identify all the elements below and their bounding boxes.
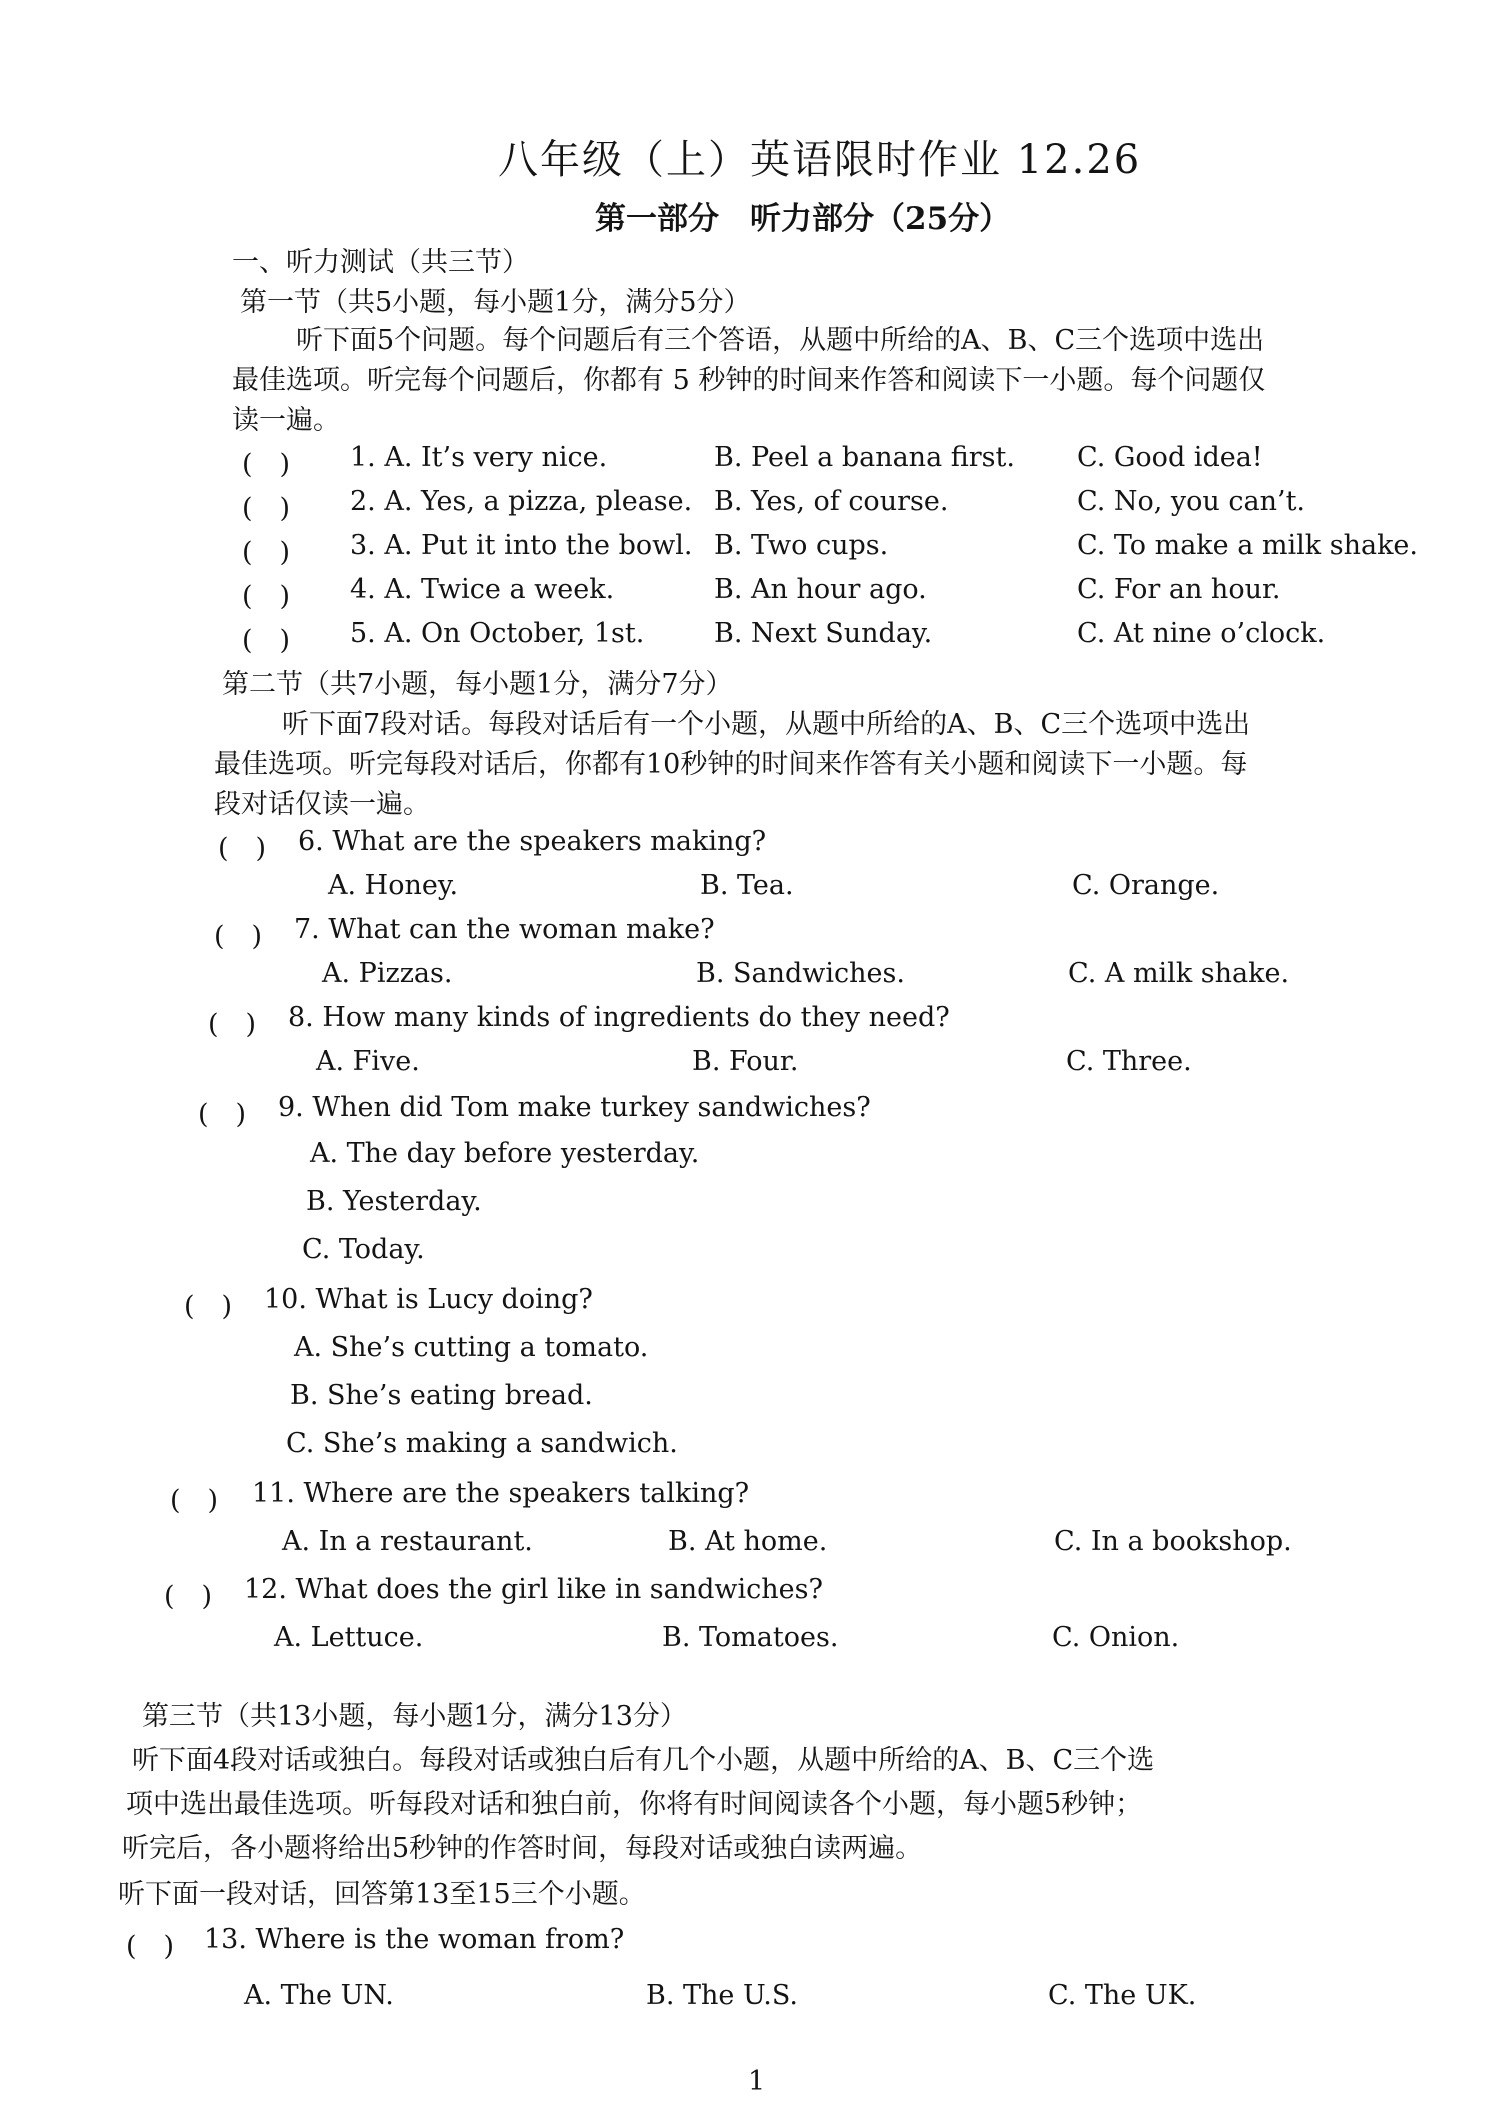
answer-bracket[interactable]: ( ) [218, 833, 267, 864]
option-c: C. To make a milk shake. [1077, 530, 1418, 561]
option-b: B. Tomatoes. [662, 1622, 839, 1653]
option-b: B. Tea. [700, 870, 794, 901]
option-b: B. Next Sunday. [714, 618, 933, 649]
option-c: C. Onion. [1052, 1622, 1180, 1653]
option-a: A. Five. [316, 1046, 420, 1077]
option-a: 1. A. It’s very nice. [350, 442, 608, 473]
option-a: A. In a restaurant. [282, 1526, 533, 1557]
option-c: C. In a bookshop. [1054, 1526, 1292, 1557]
page-number: 1 [748, 2066, 766, 2097]
option-a: 3. A. Put it into the bowl. [350, 530, 693, 561]
option-b: B. Yesterday. [306, 1186, 482, 1217]
answer-bracket[interactable]: ( ) [242, 537, 291, 568]
section2-instruction-line: 段对话仅读一遍。 [214, 789, 430, 820]
answer-bracket[interactable]: ( ) [242, 493, 291, 524]
option-a: A. Pizzas. [322, 958, 453, 989]
question-text: 10. What is Lucy doing? [264, 1284, 593, 1315]
section2-heading: 第二节（共7小题，每小题1分，满分7分） [222, 669, 733, 700]
option-b: B. Four. [692, 1046, 799, 1077]
option-b: B. Sandwiches. [696, 958, 905, 989]
part-subtitle: 第一部分 听力部分（25分） [595, 201, 1011, 237]
question-text: 13. Where is the woman from? [204, 1924, 625, 1955]
option-c: C. She’s making a sandwich. [286, 1428, 678, 1459]
page-title: 八年级（上）英语限时作业 12.26 [498, 137, 1142, 183]
answer-bracket[interactable]: ( ) [242, 449, 291, 480]
section1-instruction-line: 最佳选项。听完每个问题后，你都有 5 秒钟的时间来作答和阅读下一小题。每个问题仅 [232, 365, 1266, 396]
question-text: 11. Where are the speakers talking? [252, 1478, 750, 1509]
question-text: 12. What does the girl like in sandwiches? [244, 1574, 823, 1605]
section2-instruction-line: 听下面7段对话。每段对话后有一个小题，从题中所给的A、B、C三个选项中选出 [282, 709, 1251, 740]
question-text: 9. When did Tom make turkey sandwiches? [278, 1092, 871, 1123]
option-b: B. The U.S. [646, 1980, 798, 2011]
section1-instruction-line: 读一遍。 [232, 405, 340, 436]
section1-heading: 第一节（共5小题，每小题1分，满分5分） [240, 287, 751, 318]
option-a: 2. A. Yes, a pizza, please. [350, 486, 693, 517]
option-c: C. The UK. [1048, 1980, 1197, 2011]
section3-lead: 听下面一段对话，回答第13至15三个小题。 [118, 1879, 646, 1910]
option-b: B. An hour ago. [714, 574, 927, 605]
answer-bracket[interactable]: ( ) [242, 625, 291, 656]
option-b: B. She’s eating bread. [290, 1380, 593, 1411]
question-text: 6. What are the speakers making? [298, 826, 767, 857]
answer-bracket[interactable]: ( ) [242, 581, 291, 612]
part-heading: 一、听力测试（共三节） [232, 247, 529, 278]
section3-instruction-line: 听下面4段对话或独白。每段对话或独白后有几个小题，从题中所给的A、B、C三个选 [132, 1745, 1155, 1776]
section3-instruction-line: 听完后，各小题将给出5秒钟的作答时间，每段对话或独白读两遍。 [122, 1833, 923, 1864]
section1-instruction-line: 听下面5个问题。每个问题后有三个答语，从题中所给的A、B、C三个选项中选出 [296, 325, 1265, 356]
answer-bracket[interactable]: ( ) [208, 1009, 257, 1040]
option-a: A. She’s cutting a tomato. [294, 1332, 649, 1363]
option-a: A. The day before yesterday. [310, 1138, 700, 1169]
option-c: C. No, you can’t. [1077, 486, 1306, 517]
option-c: C. A milk shake. [1068, 958, 1290, 989]
option-a: A. Honey. [328, 870, 459, 901]
option-b: B. Peel a banana first. [714, 442, 1015, 473]
section3-instruction-line: 项中选出最佳选项。听每段对话和独白前，你将有时间阅读各个小题，每小题5秒钟； [126, 1789, 1143, 1820]
option-a: A. The UN. [244, 1980, 394, 2011]
answer-bracket[interactable]: ( ) [126, 1931, 175, 1962]
section2-instruction-line: 最佳选项。听完每段对话后，你都有10秒钟的时间来作答有关小题和阅读下一小题。每 [214, 749, 1248, 780]
option-a: A. Lettuce. [274, 1622, 424, 1653]
answer-bracket[interactable]: ( ) [214, 921, 263, 952]
answer-bracket[interactable]: ( ) [184, 1291, 233, 1322]
option-c: C. At nine o’clock. [1077, 618, 1326, 649]
option-c: C. Good idea! [1077, 442, 1263, 473]
section3-heading: 第三节（共13小题，每小题1分，满分13分） [142, 1701, 687, 1732]
answer-bracket[interactable]: ( ) [164, 1581, 213, 1612]
option-b: B. Two cups. [714, 530, 889, 561]
answer-bracket[interactable]: ( ) [198, 1099, 247, 1130]
question-text: 8. How many kinds of ingredients do they need? [288, 1002, 950, 1033]
option-c: C. Today. [302, 1234, 425, 1265]
option-b: B. At home. [668, 1526, 828, 1557]
option-b: B. Yes, of course. [714, 486, 949, 517]
option-c: C. Orange. [1072, 870, 1220, 901]
option-a: 4. A. Twice a week. [350, 574, 615, 605]
question-text: 7. What can the woman make? [294, 914, 715, 945]
answer-bracket[interactable]: ( ) [170, 1485, 219, 1516]
option-c: C. Three. [1066, 1046, 1192, 1077]
option-a: 5. A. On October, 1st. [350, 618, 645, 649]
option-c: C. For an hour. [1077, 574, 1281, 605]
